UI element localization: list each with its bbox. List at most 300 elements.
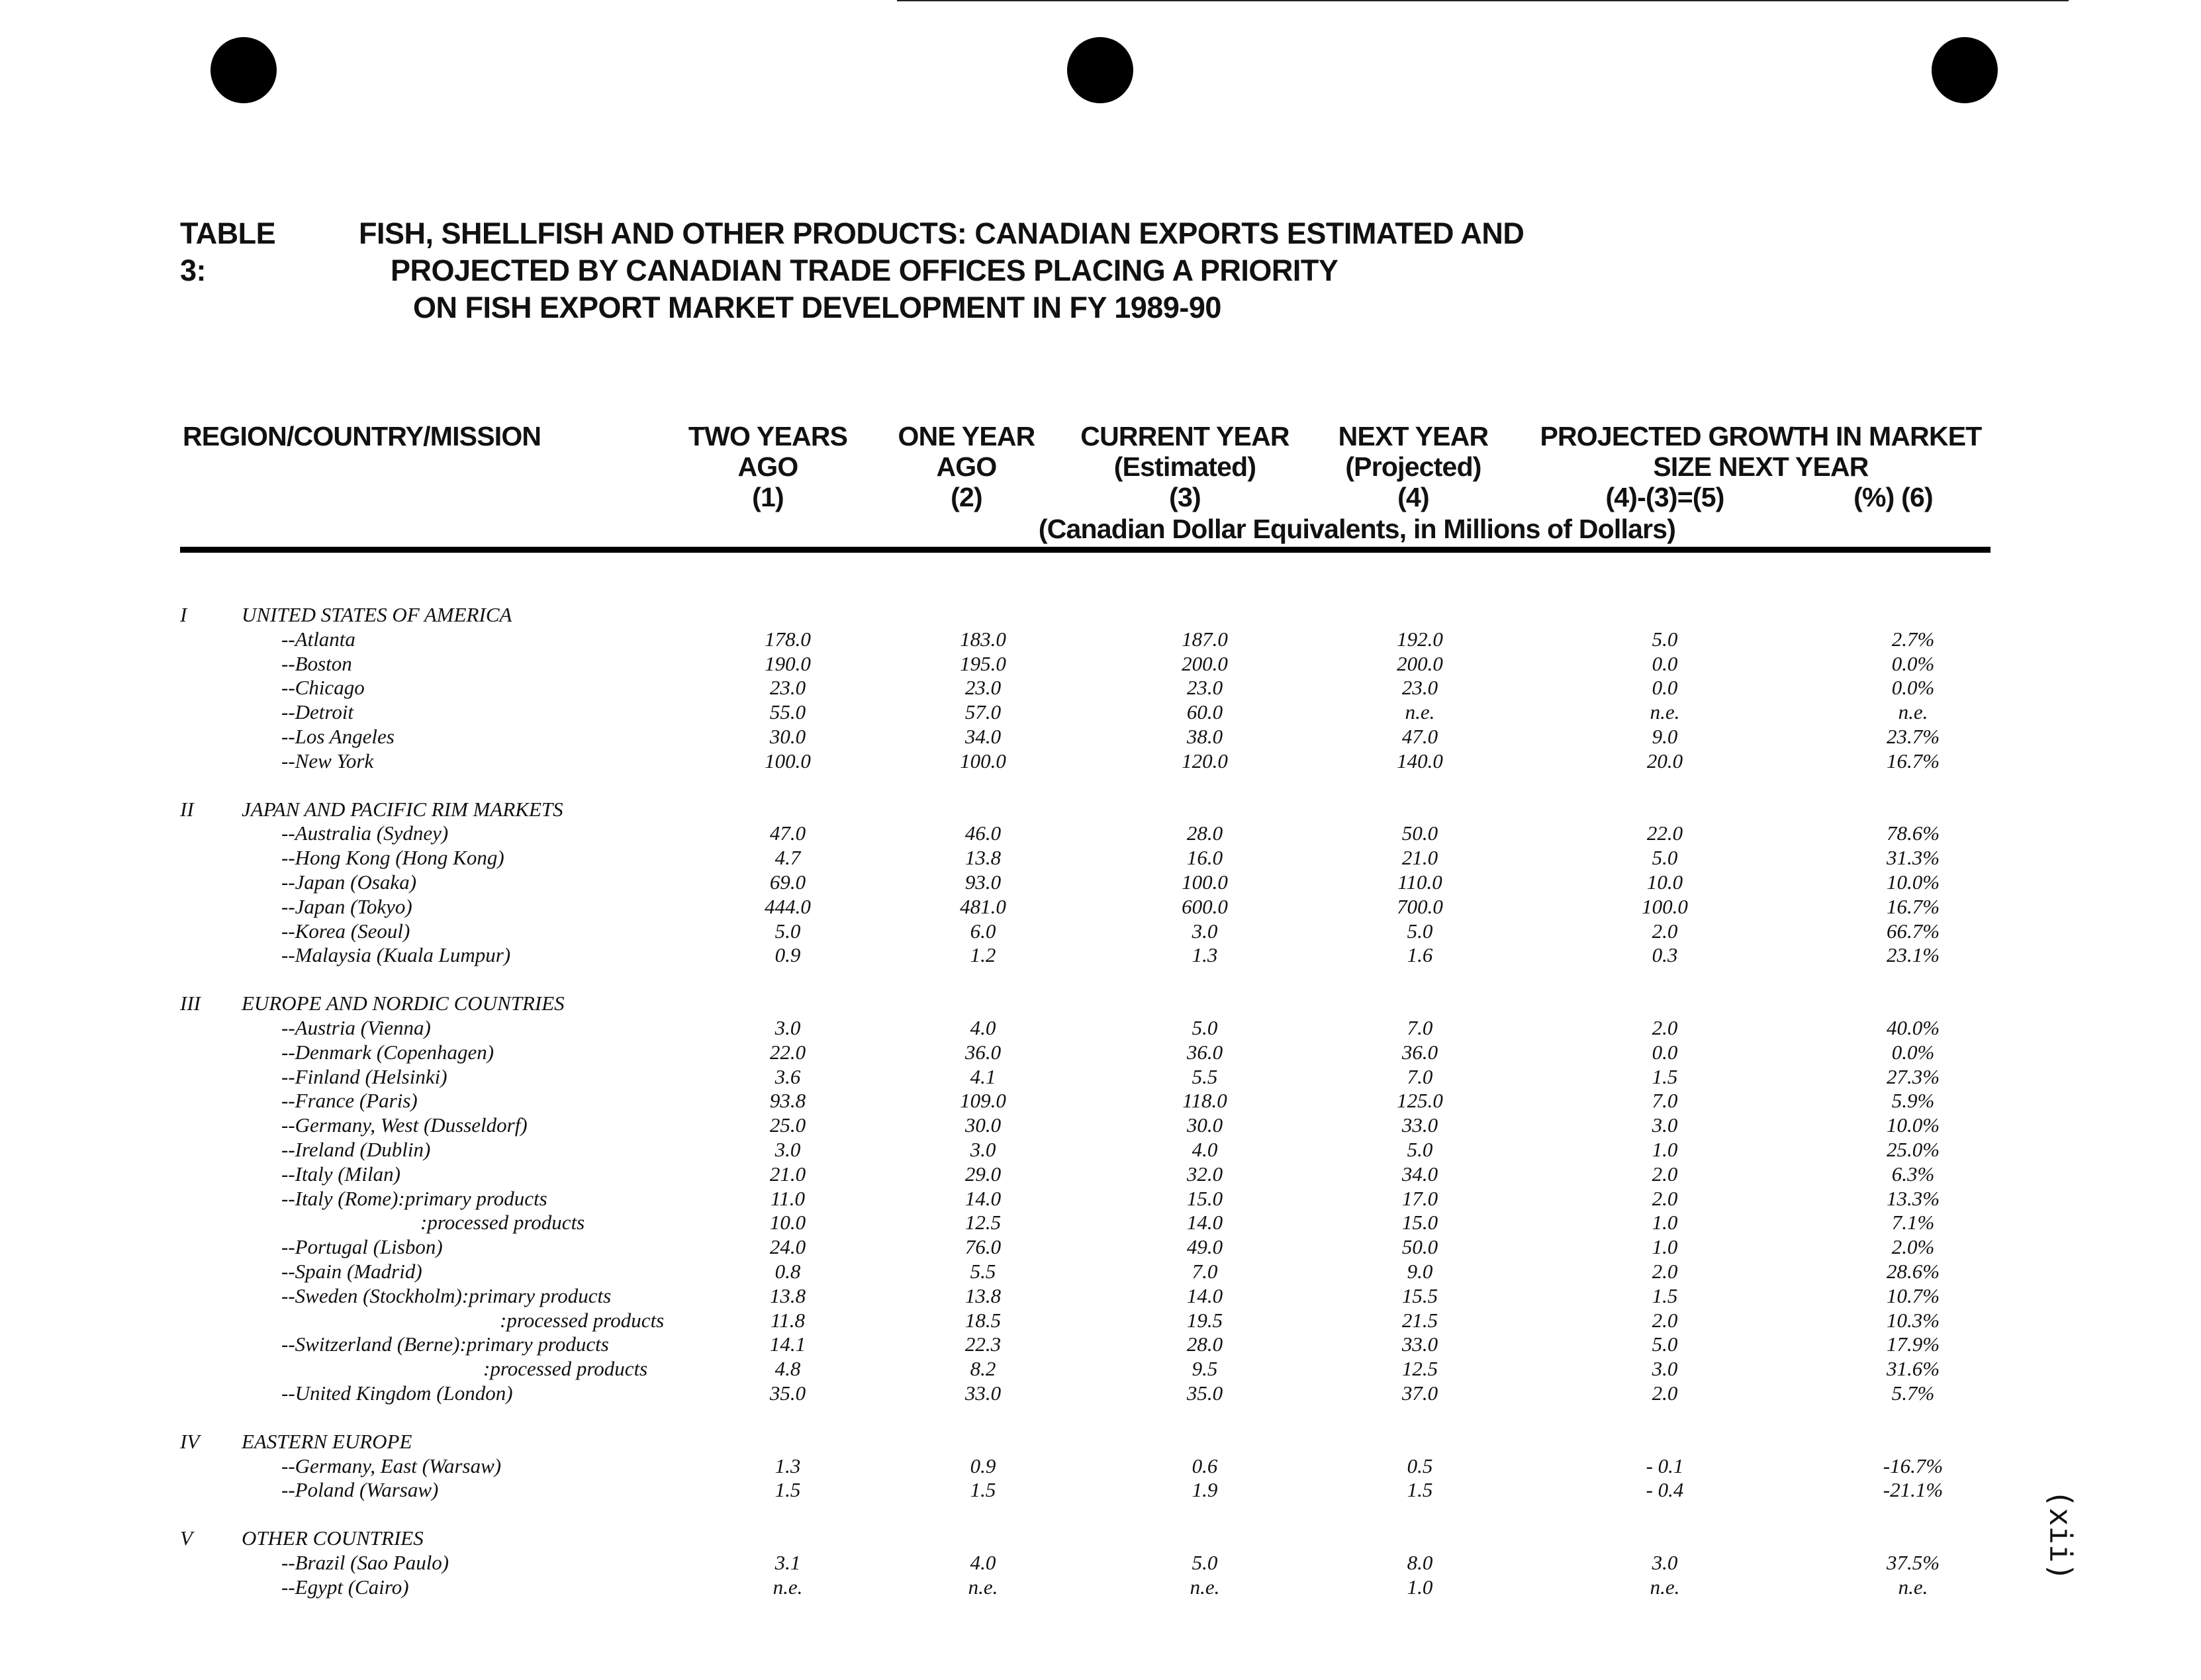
cell-col1: 4.7 <box>774 846 801 870</box>
cell-col5: 7.0 <box>1652 1089 1678 1113</box>
table-row <box>0 675 2201 700</box>
cell-col4: 1.6 <box>1407 943 1433 967</box>
cell-col4: 8.0 <box>1407 1551 1433 1574</box>
cell-col2: 0.9 <box>970 1454 996 1477</box>
cell-col4: 50.0 <box>1401 821 1438 845</box>
cell-col2: 76.0 <box>964 1235 1002 1259</box>
header-col2-line1: ONE YEAR <box>898 421 1035 451</box>
header-col1-line1: TWO YEARS <box>688 421 848 451</box>
header-col6: (%) (6) <box>1853 482 1933 512</box>
table-row <box>0 1381 2201 1405</box>
cell-col6: 40.0% <box>1886 1016 1940 1039</box>
row-label: :processed products <box>500 1308 665 1332</box>
section-numeral: I <box>180 603 187 626</box>
table-row <box>0 1186 2201 1211</box>
cell-col3: 3.0 <box>1192 919 1218 943</box>
section-header <box>0 1526 2201 1550</box>
cell-col6: 78.6% <box>1886 821 1940 845</box>
cell-col2: 5.5 <box>970 1260 996 1283</box>
table-row <box>0 1454 2201 1478</box>
cell-col4: 1.0 <box>1407 1575 1433 1599</box>
cell-col6: 0.0% <box>1891 1040 1935 1064</box>
table-row <box>0 1113 2201 1137</box>
cell-col1: 0.8 <box>774 1260 801 1283</box>
table-row <box>0 845 2201 870</box>
cell-col1: 3.0 <box>774 1016 801 1039</box>
cell-col5: 22.0 <box>1646 821 1683 845</box>
cell-col3: n.e. <box>1190 1575 1220 1599</box>
cell-col6: 66.7% <box>1886 919 1940 943</box>
cell-col6: 31.3% <box>1886 846 1940 870</box>
cell-col5: 1.0 <box>1652 1138 1678 1161</box>
row-label: --Korea (Seoul) <box>281 919 410 943</box>
cell-col4: 15.0 <box>1401 1211 1438 1235</box>
cell-col2: 195.0 <box>960 651 1006 675</box>
row-label: --New York <box>281 749 374 772</box>
cell-col5: - 0.4 <box>1646 1478 1684 1502</box>
cell-col6: 16.7% <box>1886 749 1940 772</box>
row-label: --Egypt (Cairo) <box>281 1575 409 1599</box>
row-label: --Detroit <box>281 700 354 724</box>
table-row <box>0 1040 2201 1064</box>
cell-col2: 30.0 <box>964 1113 1002 1137</box>
cell-col1: 35.0 <box>769 1381 806 1405</box>
row-label: --Japan (Tokyo) <box>281 894 412 918</box>
cell-col2: 34.0 <box>964 725 1002 748</box>
cell-col5: 20.0 <box>1646 749 1683 772</box>
table-row <box>0 870 2201 894</box>
row-label: --Germany, East (Warsaw) <box>281 1454 502 1477</box>
cell-col4: 1.5 <box>1407 1478 1433 1502</box>
cell-col1: 100.0 <box>765 749 811 772</box>
cell-col5: 10.0 <box>1646 870 1683 894</box>
cell-col5: 2.0 <box>1652 1260 1678 1283</box>
cell-col2: 6.0 <box>970 919 996 943</box>
table-row <box>0 919 2201 943</box>
cell-col3: 118.0 <box>1182 1089 1227 1113</box>
cell-col6: 37.5% <box>1886 1551 1940 1574</box>
row-label: --Italy (Milan) <box>281 1162 400 1186</box>
section-header <box>0 602 2201 627</box>
cell-col4: 33.0 <box>1401 1113 1438 1137</box>
cell-col2: 4.0 <box>970 1016 996 1039</box>
table-row <box>0 1162 2201 1186</box>
cell-col6: 7.1% <box>1891 1211 1935 1235</box>
cell-col5: 3.0 <box>1652 1113 1678 1137</box>
row-label: --Austria (Vienna) <box>281 1016 431 1039</box>
header-growth-line1: PROJECTED GROWTH IN MARKET <box>1540 421 1982 451</box>
cell-col3: 200.0 <box>1182 651 1228 675</box>
cell-col2: 100.0 <box>960 749 1006 772</box>
cell-col3: 23.0 <box>1186 676 1223 700</box>
row-label: --Spain (Madrid) <box>281 1260 422 1283</box>
title-line-1: FISH, SHELLFISH AND OTHER PRODUCTS: CANADIAN EXPORTS ESTIMATED AND <box>359 216 1524 250</box>
cell-col3: 5.5 <box>1192 1064 1218 1088</box>
cell-col2: 18.5 <box>964 1308 1002 1332</box>
row-label: --Sweden (Stockholm):primary products <box>281 1283 612 1307</box>
cell-col2: 13.8 <box>964 1283 1002 1307</box>
cell-col5: 5.0 <box>1652 627 1678 651</box>
row-label: --Brazil (Sao Paulo) <box>281 1551 449 1574</box>
cell-col3: 4.0 <box>1192 1138 1218 1161</box>
cell-col2: 183.0 <box>960 627 1006 651</box>
header-col1-line3: (1) <box>752 482 784 512</box>
cell-col3: 35.0 <box>1186 1381 1223 1405</box>
cell-col4: 34.0 <box>1401 1162 1438 1186</box>
cell-col6: 31.6% <box>1886 1357 1940 1381</box>
table-row <box>0 1477 2201 1502</box>
cell-col4: 0.5 <box>1407 1454 1433 1477</box>
cell-col5: n.e. <box>1650 1575 1680 1599</box>
row-label: --Denmark (Copenhagen) <box>281 1040 494 1064</box>
cell-col5: 2.0 <box>1652 1308 1678 1332</box>
cell-col1: 3.1 <box>774 1551 801 1574</box>
cell-col4: 192.0 <box>1397 627 1443 651</box>
cell-col6: 28.6% <box>1886 1260 1940 1283</box>
cell-col2: 57.0 <box>964 700 1002 724</box>
cell-col2: 8.2 <box>970 1357 996 1381</box>
header-region: REGION/COUNTRY/MISSION <box>183 421 541 451</box>
cell-col5: 2.0 <box>1652 1381 1678 1405</box>
cell-col4: 15.5 <box>1401 1283 1438 1307</box>
cell-col5: 0.0 <box>1652 1040 1678 1064</box>
cell-col1: 93.8 <box>769 1089 806 1113</box>
cell-col2: 109.0 <box>960 1089 1006 1113</box>
cell-col3: 5.0 <box>1192 1016 1218 1039</box>
header-growth-line2: SIZE NEXT YEAR <box>1653 451 1869 482</box>
cell-col1: 444.0 <box>765 894 811 918</box>
cell-col5: 3.0 <box>1652 1551 1678 1574</box>
section-header <box>0 797 2201 821</box>
table-row <box>0 894 2201 919</box>
table-label: TABLE 3: <box>180 216 276 287</box>
cell-col5: 0.3 <box>1652 943 1678 967</box>
cell-col2: 23.0 <box>964 676 1002 700</box>
cell-col2: 3.0 <box>970 1138 996 1161</box>
row-label: --Malaysia (Kuala Lumpur) <box>281 943 511 967</box>
header-growth <box>1522 421 1999 482</box>
row-label: :processed products <box>420 1211 585 1235</box>
cell-col5: - 0.1 <box>1646 1454 1684 1477</box>
cell-col1: 1.3 <box>774 1454 801 1477</box>
cell-col2: n.e. <box>968 1575 998 1599</box>
cell-col1: 178.0 <box>765 627 811 651</box>
section-name: JAPAN AND PACIFIC RIM MARKETS <box>242 797 563 821</box>
cell-col2: 1.2 <box>970 943 996 967</box>
cell-col6: 23.1% <box>1886 943 1940 967</box>
header-col3-line3: (3) <box>1169 482 1201 512</box>
cell-col2: 4.0 <box>970 1551 996 1574</box>
cell-col6: 27.3% <box>1886 1064 1940 1088</box>
cell-col4: 21.0 <box>1401 846 1438 870</box>
section-numeral: III <box>180 992 201 1015</box>
top-edge-line <box>897 0 2069 1</box>
cell-col4: 37.0 <box>1401 1381 1438 1405</box>
cell-col4: 140.0 <box>1397 749 1443 772</box>
header-col4 <box>1324 421 1503 512</box>
cell-col4: 33.0 <box>1401 1332 1438 1356</box>
cell-col6: 23.7% <box>1886 725 1940 748</box>
cell-col1: 30.0 <box>769 725 806 748</box>
cell-col4: 7.0 <box>1407 1016 1433 1039</box>
cell-col4: 21.5 <box>1401 1308 1438 1332</box>
cell-col5: 3.0 <box>1652 1357 1678 1381</box>
cell-col1: 21.0 <box>769 1162 806 1186</box>
page-number: (xii) <box>2043 1489 2079 1581</box>
cell-col1: 55.0 <box>769 700 806 724</box>
binder-hole-center <box>1067 37 1133 103</box>
cell-col3: 36.0 <box>1186 1040 1223 1064</box>
cell-col6: 2.7% <box>1891 627 1935 651</box>
table-row <box>0 1308 2201 1332</box>
cell-col2: 36.0 <box>964 1040 1002 1064</box>
cell-col3: 30.0 <box>1186 1113 1223 1137</box>
cell-col1: 69.0 <box>769 870 806 894</box>
cell-col2: 481.0 <box>960 894 1006 918</box>
cell-col2: 14.0 <box>964 1186 1002 1210</box>
cell-col1: 25.0 <box>769 1113 806 1137</box>
cell-col1: n.e. <box>773 1575 803 1599</box>
cell-col4: 36.0 <box>1401 1040 1438 1064</box>
cell-col6: -16.7% <box>1883 1454 1943 1477</box>
cell-col6: 10.3% <box>1886 1308 1940 1332</box>
cell-col6: -21.1% <box>1883 1478 1943 1502</box>
cell-col6: n.e. <box>1898 1575 1928 1599</box>
cell-col3: 60.0 <box>1186 700 1223 724</box>
cell-col4: 125.0 <box>1397 1089 1443 1113</box>
cell-col1: 0.9 <box>774 943 801 967</box>
cell-col1: 4.8 <box>774 1357 801 1381</box>
cell-col3: 7.0 <box>1192 1260 1218 1283</box>
cell-col5: 2.0 <box>1652 1162 1678 1186</box>
table-row <box>0 1550 2201 1575</box>
cell-col2: 46.0 <box>964 821 1002 845</box>
cell-col3: 1.3 <box>1192 943 1218 967</box>
header-col3-line2: (Estimated) <box>1113 451 1256 482</box>
cell-col2: 22.3 <box>964 1332 1002 1356</box>
cell-col4: 17.0 <box>1401 1186 1438 1210</box>
section-header <box>0 991 2201 1015</box>
cell-col6: 2.0% <box>1891 1235 1935 1259</box>
cell-col6: 5.7% <box>1891 1381 1935 1405</box>
cell-col2: 29.0 <box>964 1162 1002 1186</box>
cell-col6: 0.0% <box>1891 676 1935 700</box>
row-label: --Australia (Sydney) <box>281 821 449 845</box>
table-row <box>0 1259 2201 1283</box>
cell-col4: 700.0 <box>1397 894 1443 918</box>
header-col3-line1: CURRENT YEAR <box>1080 421 1289 451</box>
row-label: --Boston <box>281 651 352 675</box>
row-label: --Finland (Helsinki) <box>281 1064 447 1088</box>
table-row <box>0 1575 2201 1599</box>
header-col2-line2: AGO <box>936 451 997 482</box>
cell-col6: 6.3% <box>1891 1162 1935 1186</box>
row-label: --Ireland (Dublin) <box>281 1138 431 1161</box>
table-row <box>0 1015 2201 1040</box>
cell-col6: 5.9% <box>1891 1089 1935 1113</box>
header-col4-line2: (Projected) <box>1345 451 1481 482</box>
cell-col3: 600.0 <box>1182 894 1228 918</box>
cell-col5: n.e. <box>1650 700 1680 724</box>
cell-col1: 23.0 <box>769 676 806 700</box>
section-numeral: II <box>180 797 194 821</box>
header-col2 <box>880 421 1053 512</box>
cell-col1: 22.0 <box>769 1040 806 1064</box>
cell-col4: 9.0 <box>1407 1260 1433 1283</box>
cell-col4: 5.0 <box>1407 919 1433 943</box>
cell-col3: 9.5 <box>1192 1357 1218 1381</box>
cell-col4: n.e. <box>1405 700 1435 724</box>
header-col3 <box>1069 421 1301 512</box>
cell-col1: 190.0 <box>765 651 811 675</box>
cell-col3: 1.9 <box>1192 1478 1218 1502</box>
cell-col1: 1.5 <box>774 1478 801 1502</box>
cell-col6: 17.9% <box>1886 1332 1940 1356</box>
cell-col5: 5.0 <box>1652 846 1678 870</box>
cell-col6: 10.0% <box>1886 1113 1940 1137</box>
title-line-2: PROJECTED BY CANADIAN TRADE OFFICES PLACING A PRIORITY <box>391 254 1338 287</box>
table-row <box>0 1064 2201 1089</box>
cell-col1: 13.8 <box>769 1283 806 1307</box>
table-row <box>0 1356 2201 1381</box>
cell-col3: 38.0 <box>1186 725 1223 748</box>
cell-col2: 1.5 <box>970 1478 996 1502</box>
row-label: --Chicago <box>281 676 365 700</box>
header-col5: (4)-(3)=(5) <box>1605 482 1724 512</box>
table-row <box>0 1088 2201 1113</box>
cell-col4: 200.0 <box>1397 651 1443 675</box>
table-row <box>0 1235 2201 1259</box>
cell-col4: 12.5 <box>1401 1357 1438 1381</box>
section-header <box>0 1429 2201 1454</box>
cell-col3: 15.0 <box>1186 1186 1223 1210</box>
cell-col1: 3.6 <box>774 1064 801 1088</box>
row-label: --Germany, West (Dusseldorf) <box>281 1113 528 1137</box>
section-name: EASTERN EUROPE <box>242 1429 412 1453</box>
table-row <box>0 700 2201 724</box>
row-label: --United Kingdom (London) <box>281 1381 513 1405</box>
section-name: OTHER COUNTRIES <box>242 1526 424 1550</box>
cell-col1: 11.0 <box>771 1186 805 1210</box>
cell-col5: 2.0 <box>1652 1186 1678 1210</box>
row-label: --Los Angeles <box>281 725 395 748</box>
cell-col5: 2.0 <box>1652 1016 1678 1039</box>
cell-col1: 24.0 <box>769 1235 806 1259</box>
cell-col3: 0.6 <box>1192 1454 1218 1477</box>
section-numeral: IV <box>180 1429 200 1453</box>
header-col2-line3: (2) <box>951 482 982 512</box>
cell-col1: 11.8 <box>771 1308 805 1332</box>
cell-col6: n.e. <box>1898 700 1928 724</box>
cell-col5: 0.0 <box>1652 651 1678 675</box>
cell-col3: 120.0 <box>1182 749 1228 772</box>
cell-col5: 1.5 <box>1652 1283 1678 1307</box>
section-name: UNITED STATES OF AMERICA <box>242 603 512 626</box>
cell-col3: 100.0 <box>1182 870 1228 894</box>
title-line-3: ON FISH EXPORT MARKET DEVELOPMENT IN FY 1989-90 <box>413 291 1221 324</box>
cell-col1: 14.1 <box>769 1332 806 1356</box>
cell-col5: 5.0 <box>1652 1332 1678 1356</box>
cell-col5: 9.0 <box>1652 725 1678 748</box>
cell-col1: 3.0 <box>774 1138 801 1161</box>
header-units: (Canadian Dollar Equivalents, in Millions of Dollars) <box>1038 514 1676 544</box>
cell-col3: 14.0 <box>1186 1283 1223 1307</box>
row-label: --Italy (Rome):primary products <box>281 1186 547 1210</box>
cell-col5: 1.0 <box>1652 1211 1678 1235</box>
section-name: EUROPE AND NORDIC COUNTRIES <box>242 992 565 1015</box>
table-row <box>0 1332 2201 1356</box>
row-label: --Portugal (Lisbon) <box>281 1235 443 1259</box>
row-label: --Japan (Osaka) <box>281 870 417 894</box>
cell-col1: 10.0 <box>769 1211 806 1235</box>
binder-hole-right <box>1932 37 1998 103</box>
table-row <box>0 943 2201 967</box>
cell-col6: 0.0% <box>1891 651 1935 675</box>
cell-col5: 0.0 <box>1652 676 1678 700</box>
row-label: --Switzerland (Berne):primary products <box>281 1332 609 1356</box>
row-label: --Hong Kong (Hong Kong) <box>281 846 504 870</box>
cell-col3: 49.0 <box>1186 1235 1223 1259</box>
table-row <box>0 1283 2201 1308</box>
cell-col6: 10.0% <box>1886 870 1940 894</box>
row-label: --France (Paris) <box>281 1089 418 1113</box>
cell-col4: 47.0 <box>1401 725 1438 748</box>
cell-col3: 32.0 <box>1186 1162 1223 1186</box>
cell-col6: 10.7% <box>1886 1283 1940 1307</box>
row-label: --Atlanta <box>281 627 355 651</box>
cell-col3: 5.0 <box>1192 1551 1218 1574</box>
cell-col2: 12.5 <box>964 1211 1002 1235</box>
header-col4-line1: NEXT YEAR <box>1338 421 1489 451</box>
cell-col6: 16.7% <box>1886 894 1940 918</box>
cell-col3: 19.5 <box>1186 1308 1223 1332</box>
cell-col4: 7.0 <box>1407 1064 1433 1088</box>
cell-col3: 28.0 <box>1186 1332 1223 1356</box>
cell-col5: 1.0 <box>1652 1235 1678 1259</box>
row-label: :processed products <box>483 1357 648 1381</box>
cell-col2: 13.8 <box>964 846 1002 870</box>
table-row <box>0 1210 2201 1235</box>
cell-col2: 93.0 <box>964 870 1002 894</box>
cell-col6: 13.3% <box>1886 1186 1940 1210</box>
table-row <box>0 651 2201 676</box>
cell-col1: 47.0 <box>769 821 806 845</box>
cell-col1: 5.0 <box>774 919 801 943</box>
cell-col2: 4.1 <box>970 1064 996 1088</box>
cell-col4: 23.0 <box>1401 676 1438 700</box>
cell-col5: 2.0 <box>1652 919 1678 943</box>
cell-col2: 33.0 <box>964 1381 1002 1405</box>
cell-col3: 14.0 <box>1186 1211 1223 1235</box>
header-col1 <box>682 421 854 512</box>
header-rule <box>180 547 1990 553</box>
table-row <box>0 821 2201 845</box>
table-row <box>0 1137 2201 1162</box>
table-row <box>0 724 2201 749</box>
cell-col3: 28.0 <box>1186 821 1223 845</box>
table-row <box>0 749 2201 773</box>
header-col1-line2: AGO <box>737 451 798 482</box>
binder-hole-left <box>211 37 277 103</box>
cell-col5: 1.5 <box>1652 1064 1678 1088</box>
table-row <box>0 627 2201 651</box>
cell-col4: 5.0 <box>1407 1138 1433 1161</box>
section-numeral: V <box>180 1526 193 1550</box>
cell-col6: 25.0% <box>1886 1138 1940 1161</box>
row-label: --Poland (Warsaw) <box>281 1478 439 1502</box>
cell-col4: 50.0 <box>1401 1235 1438 1259</box>
cell-col3: 187.0 <box>1182 627 1228 651</box>
